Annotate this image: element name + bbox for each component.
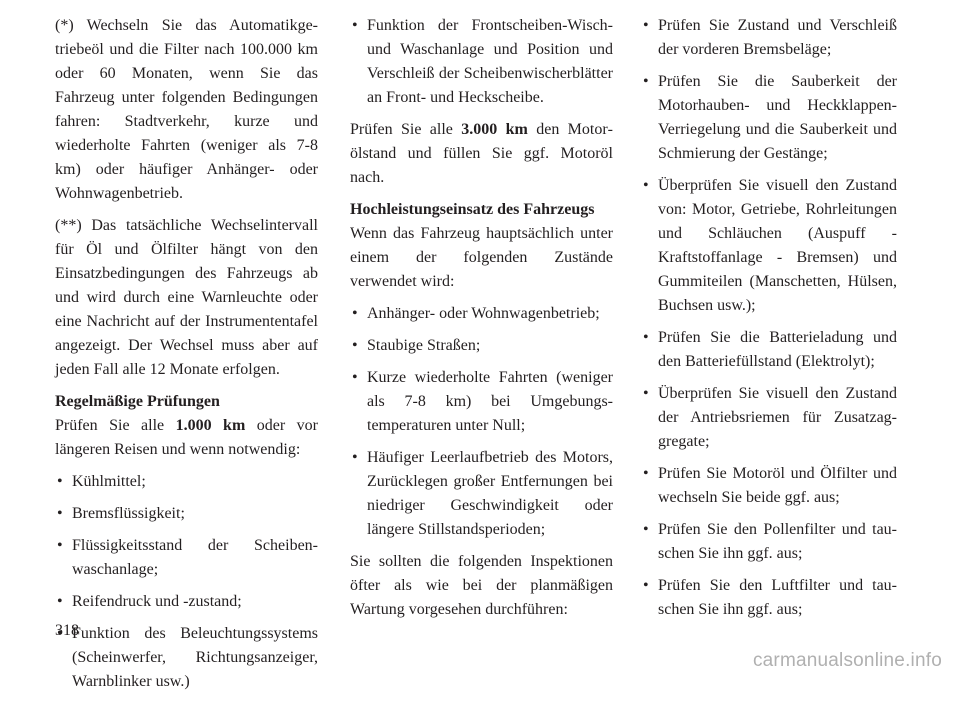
section-heading-heavy-duty: Hochleistungseinsatz des Fahrzeugs bbox=[350, 201, 595, 218]
list-item: • Überprüfen Sie visuell den Zustand der Antriebsriemen für Zusatzaggregate; bbox=[641, 382, 897, 454]
list-item: • Prüfen Sie Zustand und Verschleiß der vorderen Bremsbeläge; bbox=[641, 14, 897, 62]
list-item: • Prüfen Sie die Sauberkeit der Motorhauben- und Heckklappen-Verriegelung und die Sauberkeit und Schmierung der Gestänge; bbox=[641, 70, 897, 166]
list-item: • Staubige Straßen; bbox=[350, 334, 613, 358]
list-item: • Funktion der Frontscheiben-Wisch- und Waschanlage und Position und Verschleiß der Scheibenwischerblätter an Front- und Heckscheibe. bbox=[350, 14, 613, 110]
list-item: • Prüfen Sie den Pollenfilter und tauschen Sie ihn ggf. aus; bbox=[641, 518, 897, 566]
text-column-2 bbox=[350, 14, 613, 630]
regular-checks-intro: Prüfen Sie alle 1.000 km oder vor längeren Reisen und wenn notwendig: bbox=[55, 417, 318, 458]
list-item: • Anhänger- oder Wohnwagenbetrieb; bbox=[350, 302, 613, 326]
list-item: • Reifendruck und -zustand; bbox=[55, 590, 318, 614]
heavy-duty-intro: Wenn das Fahrzeug hauptsächlich unter einem der folgenden Zustände verwendet wird: bbox=[350, 225, 613, 290]
list-item: • Funktion des Beleuchtungssystems (Scheinwerfer, Richtungsanzeiger, Warnblinker usw.) bbox=[55, 622, 318, 694]
list-item: • Kurze wiederholte Fahrten (weniger als 7-8 km) bei Umgebungstemperaturen unter Null; bbox=[350, 366, 613, 438]
section-heading-regular-checks: Regelmäßige Prüfungen bbox=[55, 393, 220, 410]
list-item: • Prüfen Sie den Luftfilter und tauschen Sie ihn ggf. aus; bbox=[641, 574, 897, 622]
regular-checks-list-continued bbox=[350, 14, 613, 110]
watermark: carmanualsonline.info bbox=[752, 650, 942, 671]
interval-3000km: 3.000 km bbox=[461, 121, 528, 138]
list-item: • Flüssigkeitsstand der Scheibenwaschanlage; bbox=[55, 534, 318, 582]
regular-checks-list bbox=[55, 470, 318, 694]
list-item: • Bremsflüssigkeit; bbox=[55, 502, 318, 526]
footnote-oil-interval: (**) Das tatsächliche Wechselintervall für Öl und Ölfilter hängt von den Einsatzbedingungen des Fahrzeugs ab und wird durch eine Warnleuchte oder eine Nachricht auf der Instrumententafel angezeigt. Der Wechsel muss aber auf jeden Fall alle 12 Monate erfolgen. bbox=[55, 217, 318, 378]
heavy-duty-conditions-list bbox=[350, 302, 613, 542]
text-column-1 bbox=[55, 14, 318, 702]
list-item: • Kühlmittel; bbox=[55, 470, 318, 494]
inspection-list bbox=[641, 14, 897, 622]
list-item: • Prüfen Sie Motoröl und Ölfilter und wechseln Sie beide ggf. aus; bbox=[641, 462, 897, 510]
interval-1000km: 1.000 km bbox=[175, 417, 246, 434]
oil-check-paragraph: Prüfen Sie alle 3.000 km den Motorölstand und füllen Sie ggf. Motoröl nach. bbox=[350, 121, 613, 186]
page-number: 318 bbox=[55, 622, 79, 639]
heavy-duty-closing: Sie sollten die folgenden Inspektionen öfter als wie bei der planmäßigen Wartung vorgesehen durchführen: bbox=[350, 553, 613, 618]
footnote-transmission: (*) Wechseln Sie das Automatikgetriebeöl und die Filter nach 100.000 km oder 60 Monaten, wenn Sie das Fahrzeug unter folgenden Bedingungen fahren: Stadtverkehr, kurze und wiederholte Fahrten (weniger als 7-8 km) oder häufiger Anhänger- oder Wohnwagenbetrieb. bbox=[55, 17, 318, 202]
list-item: • Häufiger Leerlaufbetrieb des Motors, Zurücklegen großer Entfernungen bei niedriger Geschwindigkeit oder längere Stillstandsperioden; bbox=[350, 446, 613, 542]
list-item: • Überprüfen Sie visuell den Zustand von: Motor, Getriebe, Rohrleitungen und Schläuchen (Auspuff - Kraftstoffanlage - Bremsen) und Gummiteilen (Manschetten, Hülsen, Buchsen usw.); bbox=[641, 174, 897, 318]
list-item: • Prüfen Sie die Batterieladung und den Batteriefüllstand (Elektrolyt); bbox=[641, 326, 897, 374]
text-column-3 bbox=[641, 14, 897, 630]
